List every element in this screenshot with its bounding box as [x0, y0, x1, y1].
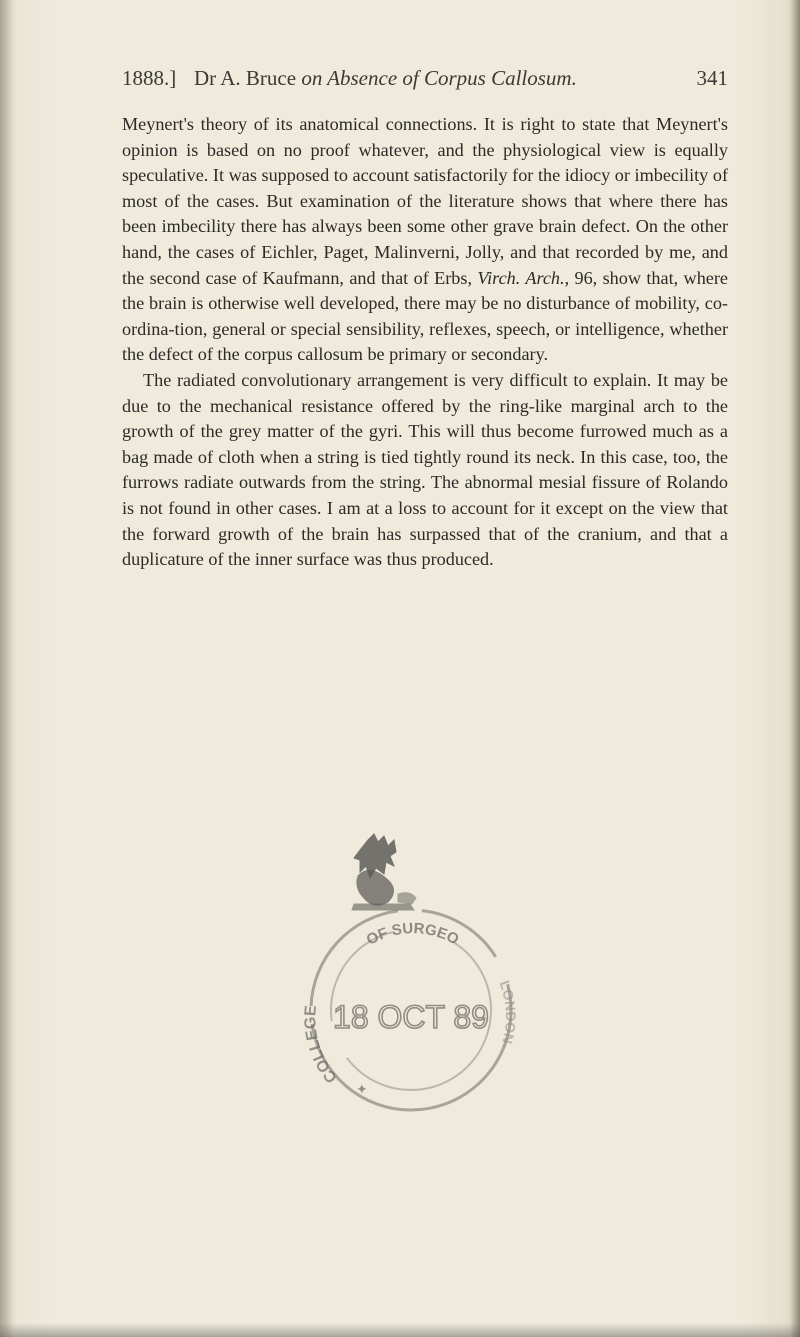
running-head-title-italic: on Absence of Corpus Callosum. [301, 66, 577, 90]
crest-icon [352, 834, 416, 910]
page-number: 341 [696, 66, 728, 90]
running-head-year: 1888.] [122, 66, 177, 90]
page-bottom-shadow [0, 1323, 800, 1337]
journal-citation: Virch. Arch. [477, 267, 565, 288]
stamp-left-text: COLLEGE [302, 1004, 341, 1086]
star-icon: ✦ [356, 1082, 368, 1098]
body-text [122, 112, 728, 573]
library-stamp [298, 832, 524, 1116]
page-edge-shadow [790, 0, 800, 1337]
paragraph-1-part-b: , 96, show that, where the brain is otherwise well developed, there may be no disturbance of mobility, co-ordina-tion, general or special sensibility, reflexes, speech, or intelligence, whether the defect of the corpus callosum be primary or secondary. [122, 267, 728, 365]
running-head-title [194, 66, 577, 91]
paragraph-2: The radiated convolutionary arrangement is very difficult to explain. It may be due to the mechanical resistance offered by the ring-like marginal arch to the growth of the grey matter of the gyri. This will thus become furrowed much as a bag made of cloth when a string is tied tightly round its neck. In this case, too, the furrows radiate outwards from the string. The abnormal mesial fissure of Rolando is not found in other cases. I am at a loss to account for it except on the view that the forward growth of the brain has surpassed that of the cranium, and that a duplicature of the inner surface was thus produced. [122, 369, 728, 570]
stamp-right-text: LONDON [496, 978, 519, 1046]
paragraph-1 [122, 112, 728, 368]
stamp-date: 18 OCT 89 [333, 999, 489, 1035]
running-head [122, 66, 728, 96]
stamp-top-text: OF SURGEO [363, 919, 462, 949]
running-head-author: Dr A. Bruce [194, 66, 302, 90]
paragraph-1-part-a: Meynert's theory of its anatomical connections. It is right to state that Meynert's opinion is based on no proof whatever, and the physiological view is equally speculative. It was supposed to account satisfactorily for the idiocy or imbecility of most of the cases. But examination of the literature shows that where there has been imbecility there has always been some other grave brain defect. On the other hand, the cases of Eichler, Paget, Malinverni, Jolly, and that recorded by me, and the second case of Kaufmann, and that of Erbs, [122, 114, 728, 288]
binding-shadow [0, 0, 14, 1337]
